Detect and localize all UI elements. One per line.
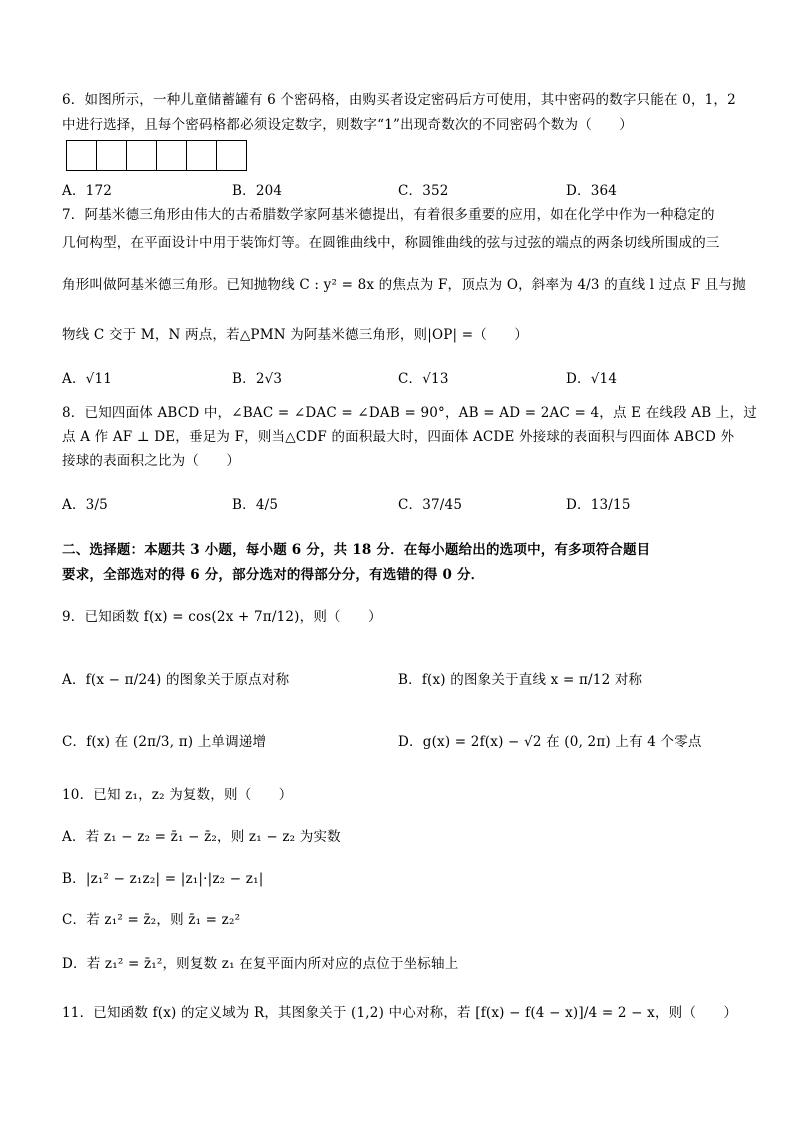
q7-option-b: B．2√3 [232,371,283,387]
password-box [217,141,246,170]
q6-option-b: B．204 [232,183,283,199]
q7-line2: 几何构型，在平面设计中用于装饰灯等。在圆锥曲线中，称圆锥曲线的弦与过弦的端点的两条切线所围成的三 [62,235,720,251]
password-box [97,141,127,170]
q9-stem: 9．已知函数 f(x) = cos(2x + 7π/12)，则（ ） [62,609,382,625]
q8-line1: 8．已知四面体 ABCD 中，∠BAC = ∠DAC = ∠DAB = 90°，AB = AD = 2AC = 4，点 E 在线段 AB 上，过 [62,405,757,421]
q6-option-d: D．364 [566,183,618,199]
q7-line4: 物线 C 交于 M，N 两点，若△PMN 为阿基米德三角形，则|OP| =（ ） [62,327,529,343]
q8-line2: 点 A 作 AF ⊥ DE，垂足为 F，则当△CDF 的面积最大时，四面体 ACDE 外接球的表面积与四面体 ABCD 外 [62,429,735,445]
q11-stem: 11．已知函数 f(x) 的定义域为 R，其图象关于 (1,2) 中心对称，若 [f(x) − f(4 − x)]/4 = 2 − x，则（ ） [62,1005,738,1021]
q8-option-d: D．13/15 [566,497,631,513]
section2-heading-line1: 二、选择题：本题共 3 小题，每小题 6 分，共 18 分．在每小题给出的选项中，有多项符合题目 [62,542,651,558]
q8-option-b: B．4/5 [232,497,279,513]
q7-option-c: C．√13 [398,371,449,387]
q8-option-a: A．3/5 [62,497,108,513]
q7-option-d: D．√14 [566,371,618,387]
password-box [127,141,157,170]
q10-option-c: C．若 z₁² = z̄₂，则 z̄₁ = z₂² [62,912,241,928]
q6-line2: 中进行选择，且每个密码格都必须设定数字，则数字“1”出现奇数次的不同密码个数为（ ） [62,117,633,133]
section2-heading-line2: 要求，全部选对的得 6 分，部分选对的得部分分，有选错的得 0 分． [62,567,485,583]
q10-option-d: D．若 z₁² = z̄₁²，则复数 z₁ 在复平面内所对应的点位于坐标轴上 [62,956,459,972]
q10-option-a: A．若 z₁ − z₂ = z̄₁ − z̄₂，则 z₁ − z₂ 为实数 [62,829,341,845]
q9-option-d: D．g(x) = 2f(x) − √2 在 (0, 2π) 上有 4 个零点 [398,734,702,750]
q9-option-b: B．f(x) 的图象关于直线 x = π/12 对称 [398,672,643,688]
password-boxes [66,140,247,171]
password-box [67,141,97,170]
q7-option-a: A．√11 [62,371,113,387]
q6-option-c: C．352 [398,183,449,199]
q10-stem: 10．已知 z₁，z₂ 为复数，则（ ） [62,787,293,803]
q7-line3: 角形叫做阿基米德三角形。已知抛物线 C : y² = 8x 的焦点为 F，顶点为 O，斜率为 4/3 的直线 l 过点 F 且与抛 [62,277,746,293]
password-box [187,141,217,170]
q8-option-c: C．37/45 [398,497,463,513]
q6-line1: 6．如图所示，一种儿童储蓄罐有 6 个密码格，由购买者设定密码后方可使用，其中密码的数字只能在 0，1，2 [62,92,736,108]
q10-option-b: B．|z₁² − z₁z₂| = |z₁|·|z₂ − z₁| [62,871,264,887]
q7-line1: 7．阿基米德三角形由伟大的古希腊数学家阿基米德提出，有着很多重要的应用，如在化学中作为一种稳定的 [62,207,715,223]
password-box [157,141,187,170]
q6-option-a: A．172 [62,183,113,199]
q9-option-c: C．f(x) 在 (2π/3, π) 上单调递增 [62,734,267,750]
q9-option-a: A．f(x − π/24) 的图象关于原点对称 [62,672,290,688]
q8-line3: 接球的表面积之比为（ ） [62,453,241,469]
